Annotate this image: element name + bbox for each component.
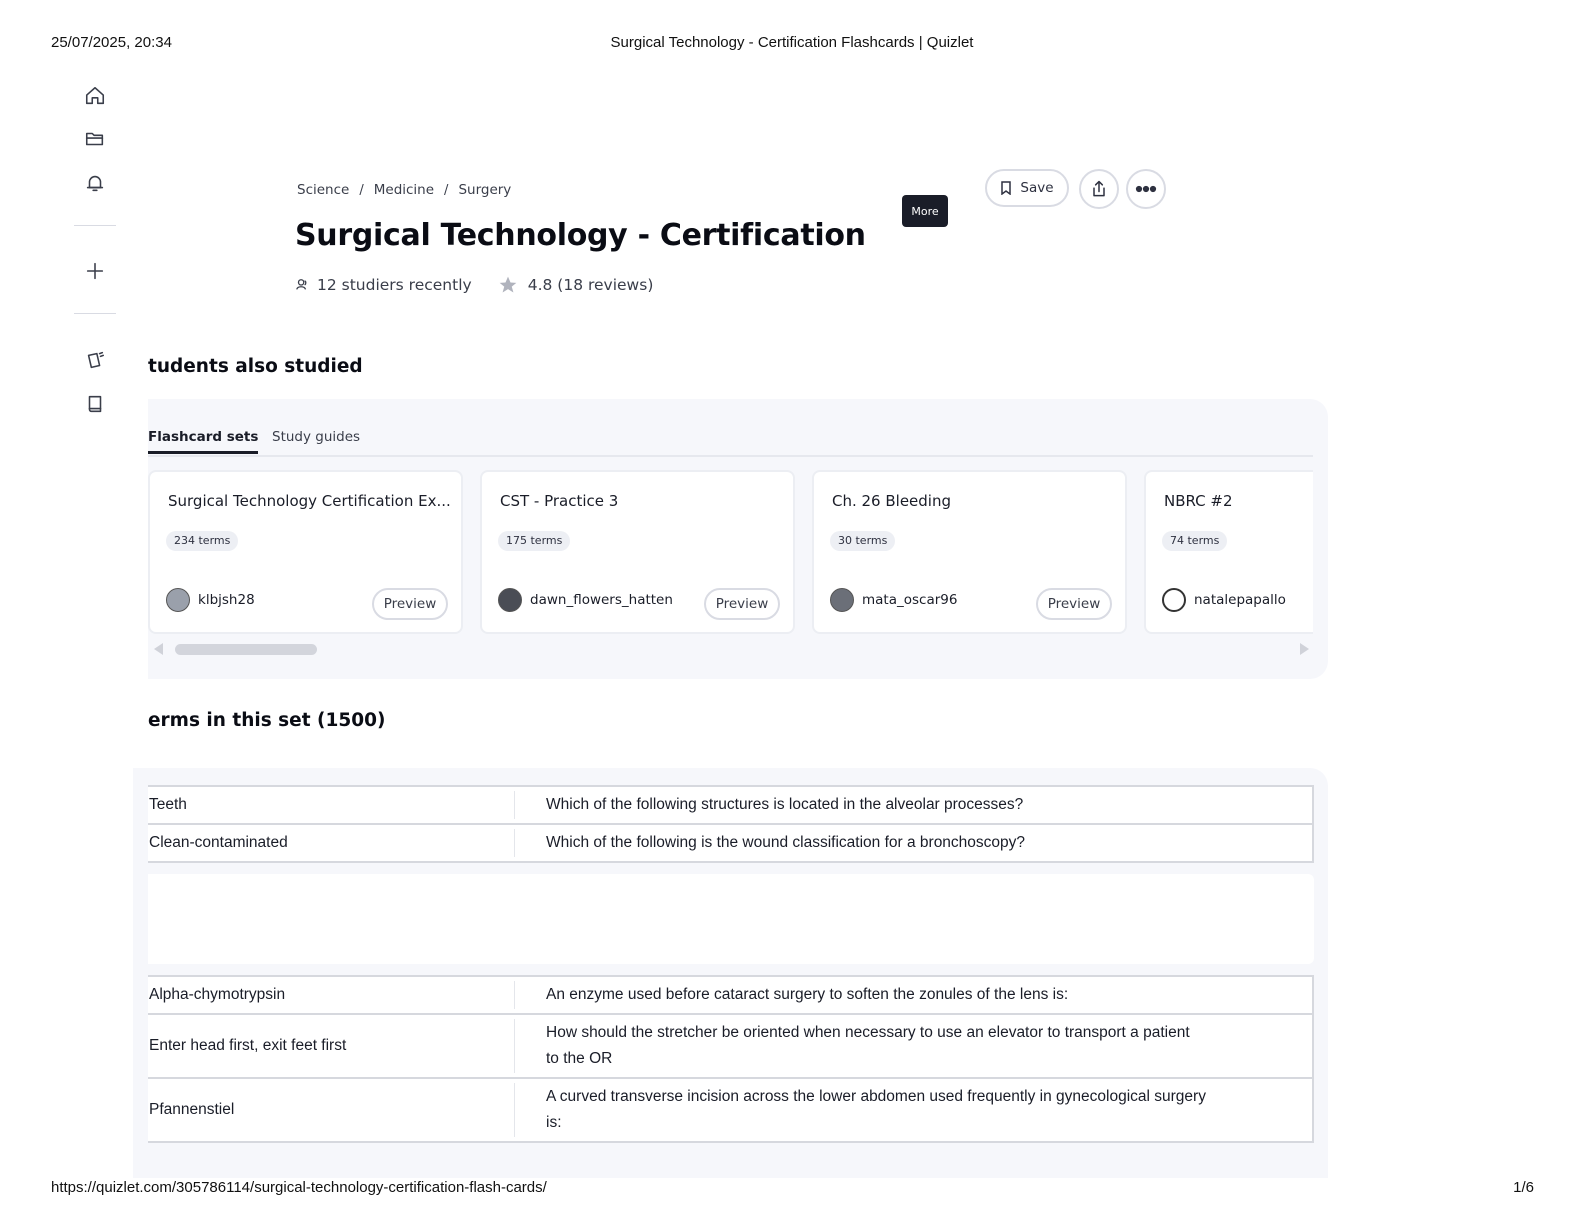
scroll-left-arrow[interactable]	[154, 643, 163, 655]
flashcard-set-carousel	[148, 470, 1313, 636]
set-author[interactable]	[830, 588, 957, 612]
studiers-count: 12 studiers recently	[317, 276, 472, 294]
terms-heading: erms in this set (1500)	[148, 710, 386, 731]
term-definition: A curved transverse incision across the lower abdomen used frequently in gynecological surgery is:	[546, 1088, 1206, 1131]
print-url: https://quizlet.com/305786114/surgical-technology-certification-flash-cards/	[51, 1179, 547, 1196]
term-definition: Which of the following is the wound classification for a bronchoscopy?	[546, 834, 1026, 851]
author-name: natalepapallo	[1194, 592, 1286, 608]
breadcrumb-medicine[interactable]: Medicine	[373, 182, 435, 198]
avatar	[498, 588, 522, 612]
share-button[interactable]	[1079, 169, 1119, 209]
author-name: dawn_flowers_hatten	[530, 592, 673, 608]
plus-icon[interactable]	[82, 258, 108, 284]
set-card-title[interactable]: Ch. 26 Bleeding	[832, 492, 952, 510]
bell-icon[interactable]	[82, 170, 108, 196]
set-card-title[interactable]: NBRC #2	[1164, 492, 1233, 510]
set-meta	[295, 275, 653, 295]
star-icon	[498, 275, 518, 295]
breadcrumb-separator: /	[444, 182, 449, 198]
share-icon	[1089, 179, 1109, 199]
term-row	[148, 1013, 1314, 1079]
term-count-badge: 30 terms	[830, 531, 895, 551]
term-count-badge: 234 terms	[166, 531, 238, 551]
sidebar-divider	[74, 313, 116, 314]
avatar	[1162, 588, 1186, 612]
set-author[interactable]	[166, 588, 255, 612]
term-placeholder	[148, 874, 1314, 964]
term-word: Alpha-chymotrypsin	[149, 986, 286, 1003]
folder-icon[interactable]	[82, 126, 108, 152]
also-studied-tabs	[148, 429, 1313, 457]
author-name: klbjsh28	[198, 592, 255, 608]
book-icon[interactable]	[82, 391, 108, 417]
term-word: Enter head first, exit feet first	[149, 1037, 347, 1054]
term-row	[148, 823, 1314, 863]
set-card-title[interactable]: Surgical Technology Certification Ex...	[168, 492, 451, 510]
term-word: Teeth	[149, 796, 187, 813]
term-definition: Which of the following structures is located in the alveolar processes?	[546, 796, 1024, 813]
set-author[interactable]	[498, 588, 673, 612]
rating-text: 4.8 (18 reviews)	[527, 276, 654, 294]
set-author[interactable]	[1162, 588, 1286, 612]
ellipsis-icon	[1135, 185, 1157, 193]
term-definition: How should the stretcher be oriented when necessary to use an elevator to transport a patient to the OR	[546, 1024, 1190, 1067]
print-page-number: 1/6	[1513, 1179, 1534, 1196]
term-count-badge: 74 terms	[1162, 531, 1227, 551]
also-studied-panel	[148, 399, 1328, 679]
bookmark-icon	[1000, 181, 1012, 195]
preview-button[interactable]: Preview	[704, 588, 780, 620]
set-card[interactable]	[1144, 470, 1313, 634]
preview-button[interactable]: Preview	[1036, 588, 1112, 620]
save-label: Save	[1020, 180, 1054, 196]
set-card[interactable]	[812, 470, 1127, 634]
tab-study-guides[interactable]: Study guides	[272, 429, 361, 445]
save-button[interactable]	[985, 169, 1069, 207]
avatar	[166, 588, 190, 612]
carousel-scrollbar[interactable]	[175, 644, 317, 655]
avatar	[830, 588, 854, 612]
term-divider	[514, 981, 515, 1009]
breadcrumb-science[interactable]: Science	[297, 182, 350, 198]
term-word: Pfannenstiel	[149, 1101, 235, 1118]
also-studied-heading: tudents also studied	[148, 356, 363, 377]
print-document-title: Surgical Technology - Certification Flashcards | Quizlet	[610, 34, 974, 51]
term-divider	[514, 791, 515, 819]
scroll-right-arrow[interactable]	[1300, 643, 1309, 655]
term-divider	[514, 1083, 515, 1137]
tab-flashcard-sets[interactable]: Flashcard sets	[148, 429, 258, 454]
breadcrumb	[297, 182, 511, 198]
sidebar-divider	[74, 225, 116, 226]
print-datetime: 25/07/2025, 20:34	[51, 34, 172, 51]
term-count-badge: 175 terms	[498, 531, 570, 551]
studiers-icon	[295, 278, 309, 292]
breadcrumb-separator: /	[359, 182, 364, 198]
breadcrumb-surgery[interactable]: Surgery	[458, 182, 512, 198]
preview-button[interactable]: Preview	[372, 588, 448, 620]
term-definition: An enzyme used before cataract surgery to soften the zonules of the lens is:	[546, 986, 1069, 1003]
term-row	[148, 785, 1314, 825]
more-tooltip: More	[902, 195, 948, 227]
flashcards-icon[interactable]	[82, 347, 108, 373]
set-card-title[interactable]: CST - Practice 3	[500, 492, 619, 510]
term-row	[148, 975, 1314, 1015]
term-divider	[514, 829, 515, 857]
term-divider	[514, 1019, 515, 1073]
home-icon[interactable]	[82, 83, 108, 109]
set-card[interactable]	[480, 470, 795, 634]
set-card[interactable]	[148, 470, 463, 634]
author-name: mata_oscar96	[862, 592, 958, 608]
term-row	[148, 1077, 1314, 1143]
term-word: Clean-contaminated	[149, 834, 288, 851]
page-title: Surgical Technology - Certification	[295, 218, 866, 253]
more-button[interactable]	[1126, 169, 1166, 209]
